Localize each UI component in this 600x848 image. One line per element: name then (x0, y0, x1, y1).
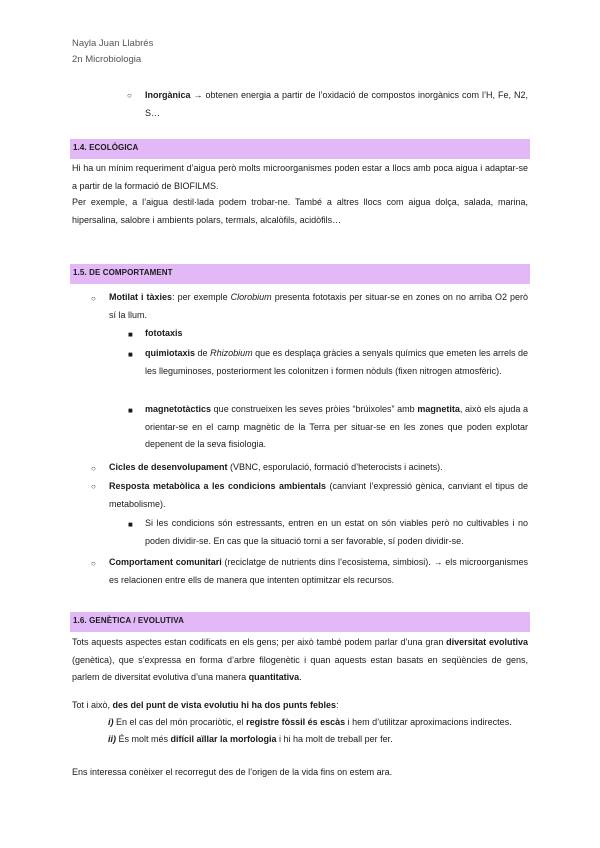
section-title: 1.4. ECOLÒGICA (73, 143, 139, 152)
circle-bullet-icon: ○ (127, 91, 132, 100)
list-item-fototaxis: fototaxis (145, 328, 183, 338)
list-item-resposta: Resposta metabòlica a les condicions ambientals (canviant l’expressió gènica, canviant el tipus de metabolisme). (109, 481, 528, 509)
list-item-motilitat: Motilat i tàxies: per exemple Clorobium presenta fototaxis per situar-se en zones on no arriba O2 però sí la llum. (109, 292, 529, 320)
square-bullet-icon: ■ (128, 406, 133, 415)
circle-bullet-icon: ○ (91, 482, 96, 491)
course-name: 2n Microbiologia (72, 54, 142, 65)
weak-point-1: i) En el cas del món procariòtic, el registre fòssil és escàs i hem d’utilitzar aproximacions indirectes. (108, 717, 512, 727)
square-bullet-icon: ■ (128, 330, 133, 339)
paragraph: Tot i això, des del punt de vista evolutiu hi ha dos punts febles: (72, 700, 339, 710)
circle-bullet-icon: ○ (91, 559, 96, 568)
paragraph: Ens interessa conèixer el recorregut des de l’origen de la vida fins on estem ara. (72, 767, 393, 777)
list-item-inorganica: Inorgànica → obtenen energia a partir de l’oxidació de compostos inorgànics com l’H, Fe, N2, S… (145, 90, 528, 118)
author-name: Nayla Juan Llabrés (72, 38, 154, 49)
section-header-ecologica (70, 139, 530, 159)
square-bullet-icon: ■ (128, 350, 133, 359)
list-item-quimiotaxis: quimiotaxis de Rhizobium que es desplaça gràcies a senyals químics que emeten les arrels de les lleguminoses, posteriorment les colonitzen i formen nòduls (fixen nitrogen atmosfèric). (145, 348, 529, 376)
section-title: 1.5. DE COMPORTAMENT (73, 268, 173, 277)
paragraph: Per exemple, a l’aigua destil·lada podem trobar-ne. També a altres llocs com aigua dolça, salada, marina, hipersalina, salobre i ambients polars, termals, alcalòfils, acidòfils… (72, 197, 528, 225)
section-title: 1.6. GENÈTICA / EVOLUTIVA (73, 616, 184, 625)
weak-point-2: ii) És molt més difícil aïllar la morfologia i hi ha molt de treball per fer. (108, 734, 393, 744)
list-item-magnetotactics: magnetotàctics que construeixen les seves pròies “brúixoles” amb magnetita, això els ajuda a orientar-se en el camp magnètic de la Terra per situar-se en les zones que poden explotar depenent de la seva fisiologia. (145, 404, 528, 449)
square-bullet-icon: ■ (128, 520, 133, 529)
paragraph: Tots aquests aspectes estan codificats en els gens; per això també podem parlar d’una gran diversitat evolutiva (genètica), que s’expressa en forma d’arbre filogenètic i quan aquests estan basats en seqüències de gens, parlem de diversitat evolutiva d’una manera quantitativa. (72, 637, 528, 682)
paragraph: Hi ha un mínim requeriment d’aigua però molts microorganismes poden estar a llocs amb poca aigua i adaptar-se a partir de la formació de BIOFILMS. (72, 163, 528, 191)
circle-bullet-icon: ○ (91, 294, 96, 303)
page-header (72, 36, 153, 68)
list-item-comportament: Comportament comunitari (reciclatge de nutrients dins l’ecosistema, simbiosi). → els microorganismes es relacionen entre ells de manera que intenten optimitzar els recursos. (109, 557, 528, 585)
section-header-genetica (70, 612, 530, 632)
section-header-comportament (70, 264, 530, 284)
list-item-condicions: Si les condicions són estressants, entren en un estat on són viables però no cultivables i no poden dividir-se. En cas que la situació torni a ser favorable, sí poden dividir-se. (145, 518, 528, 546)
list-item-cicles: Cicles de desenvolupament (VBNC, esporulació, formació d’heterocists i acinets). (109, 462, 443, 472)
circle-bullet-icon: ○ (91, 464, 96, 473)
